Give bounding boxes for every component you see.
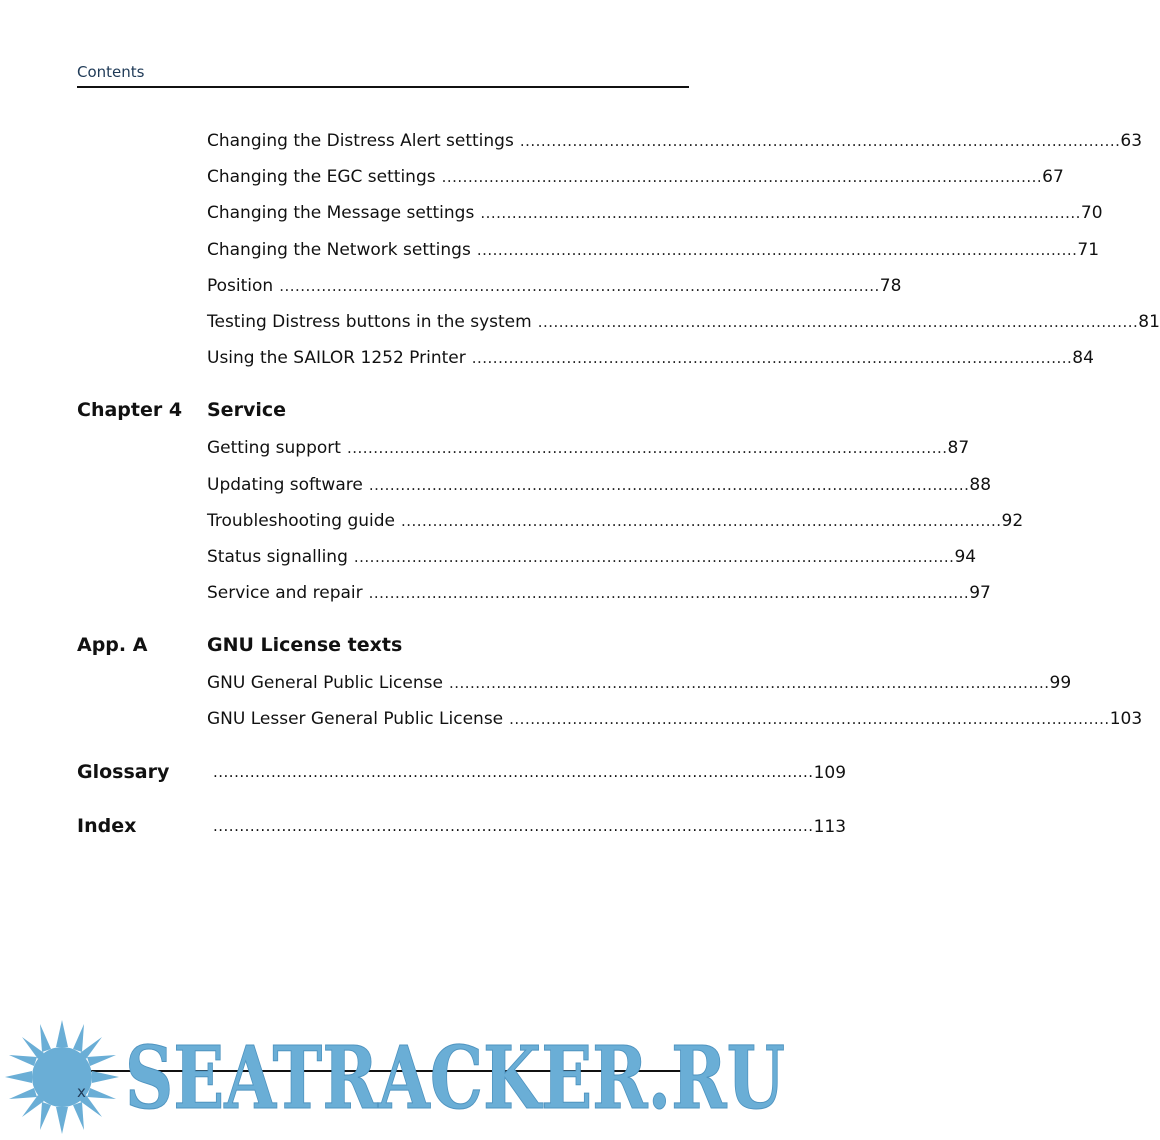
toc-entry-title: Troubleshooting guide: [207, 511, 395, 531]
toc-entry-title: Testing Distress buttons in the system: [207, 312, 532, 332]
toc-entry-page: 81: [1138, 312, 1160, 332]
toc-glossary[interactable]: [77, 758, 847, 784]
toc-entry-title: GNU General Public License: [207, 673, 443, 693]
toc-entry[interactable]: [207, 670, 1072, 694]
watermark-logo: [120, 1028, 790, 1129]
toc-entry-title: Changing the Message settings: [207, 203, 475, 223]
toc-index[interactable]: [77, 812, 847, 838]
leader-dots: ..................................................................................................................: [346, 439, 948, 457]
toc-entry-page: 97: [969, 583, 991, 603]
toc-entry[interactable]: [207, 309, 1160, 333]
toc-entry-title: Changing the Network settings: [207, 240, 471, 260]
toc-entry-page: 84: [1072, 348, 1094, 368]
toc-entry-title: Changing the Distress Alert settings: [207, 131, 514, 151]
toc-entry-title: Updating software: [207, 475, 363, 495]
leader-dots: ..................................................................................................................: [448, 674, 1050, 692]
page-number: x: [77, 1083, 86, 1101]
running-header: [77, 62, 689, 88]
index-page: 113: [813, 817, 847, 837]
leader-dots: ..................................................................................................................: [509, 710, 1110, 728]
leader-dots: ..................................................................................................................: [368, 476, 970, 494]
toc-entry[interactable]: [207, 273, 902, 297]
toc-entry[interactable]: [207, 472, 992, 496]
toc-entry[interactable]: [207, 237, 1100, 261]
glossary-label: Glossary: [77, 761, 170, 783]
leader-dots: ..................................................................................................................: [476, 241, 1078, 259]
toc-entry[interactable]: [207, 200, 1103, 224]
sun-logo-icon: [0, 1015, 125, 1140]
leader-dots: ..................................................................................................................: [213, 817, 814, 835]
toc-entry-page: 103: [1109, 709, 1143, 729]
toc-entry[interactable]: [207, 435, 970, 459]
toc-entry-title: Position: [207, 276, 274, 296]
toc-entry[interactable]: [207, 345, 1094, 369]
toc-entry-page: 99: [1049, 673, 1072, 693]
leader-dots: ..................................................................................................................: [471, 349, 1073, 367]
leader-dots: ..................................................................................................................: [537, 313, 1139, 331]
leader-dots: ..................................................................................................................: [279, 277, 880, 295]
toc-entry-page: 78: [879, 276, 902, 296]
toc-entry[interactable]: [207, 164, 1064, 188]
glossary-page: 109: [813, 763, 847, 783]
toc-entry[interactable]: [207, 706, 1143, 730]
toc-entry-title: Getting support: [207, 438, 341, 458]
toc-entry-page: 63: [1120, 131, 1143, 151]
header-title: Contents: [77, 63, 145, 81]
toc-entry-title: Using the SAILOR 1252 Printer: [207, 348, 466, 368]
toc-entry-page: 70: [1080, 203, 1103, 223]
toc-entry-page: 67: [1042, 167, 1064, 187]
toc-entry-page: 71: [1077, 240, 1100, 260]
leader-dots: ..................................................................................................................: [213, 763, 814, 781]
leader-dots: ..................................................................................................................: [519, 132, 1121, 150]
toc-entry[interactable]: [207, 508, 1024, 532]
leader-dots: ..................................................................................................................: [441, 168, 1043, 186]
toc-entry-page: 92: [1001, 511, 1024, 531]
toc-entry-title: Service and repair: [207, 583, 363, 603]
index-label: Index: [77, 815, 137, 837]
toc-entry-page: 88: [969, 475, 992, 495]
toc-entry-title: GNU Lesser General Public License: [207, 709, 504, 729]
toc-entry[interactable]: [207, 128, 1143, 152]
leader-dots: ..................................................................................................................: [353, 548, 955, 566]
leader-dots: ..................................................................................................................: [368, 584, 970, 602]
toc-entry-page: 94: [954, 547, 977, 567]
watermark-text: SEATRACKER.RU: [125, 1028, 785, 1129]
chapter-title[interactable]: Service: [207, 399, 286, 421]
appendix-title[interactable]: GNU License texts: [207, 634, 403, 656]
leader-dots: ..................................................................................................................: [480, 204, 1081, 222]
leader-dots: ..................................................................................................................: [400, 512, 1002, 530]
toc-entry-page: 87: [947, 438, 970, 458]
appendix-label: App. A: [77, 634, 148, 656]
toc-entry-title: Changing the EGC settings: [207, 167, 436, 187]
toc-entry-title: Status signalling: [207, 547, 348, 567]
chapter-label: Chapter 4: [77, 399, 183, 421]
toc-entry[interactable]: [207, 580, 991, 604]
toc-entry[interactable]: [207, 544, 977, 568]
